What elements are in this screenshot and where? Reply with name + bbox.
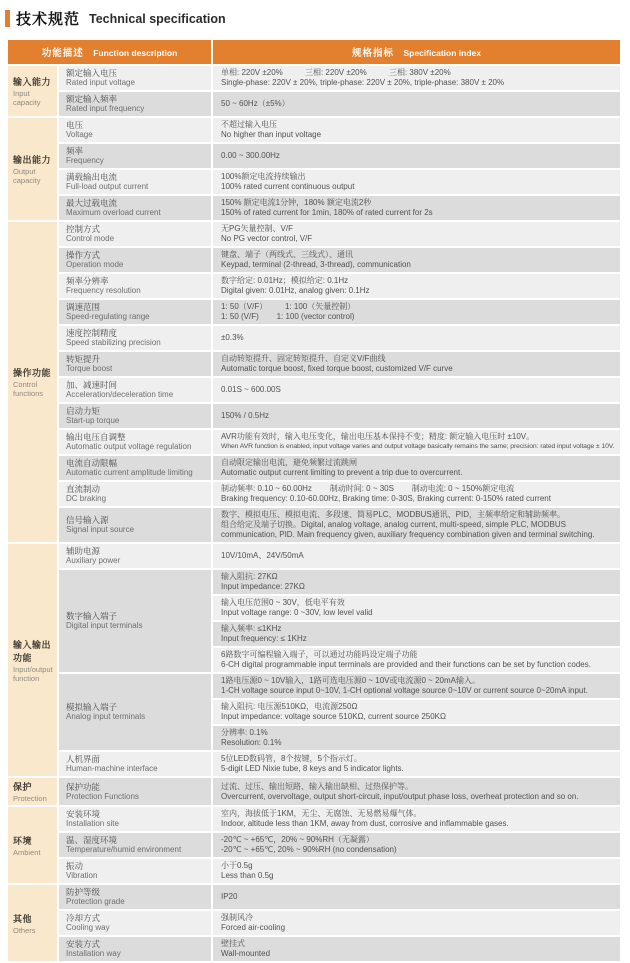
param-label-en: Operation mode <box>66 260 124 269</box>
category-label-zh: 输入能力 <box>13 77 52 87</box>
value-line: -20℃ ~ +65℃, 20% ~ 90%RH (no condensation) <box>221 845 397 854</box>
header-function-en: Function description <box>93 48 178 58</box>
category-label-zh: 环境 <box>13 835 33 846</box>
param-label-zh: 速度控制精度 <box>66 328 118 338</box>
param-label-zh: 最大过载电流 <box>66 198 118 208</box>
value-line: Automatic torque boost, fixed torque boost, customized V/F curve <box>221 364 453 373</box>
param-cell <box>59 674 211 750</box>
param-cell <box>59 752 211 776</box>
value-line: Input impedance: voltage source 510KΩ, current source 250KΩ <box>221 712 446 721</box>
param-label-zh: 保护功能 <box>66 781 101 792</box>
param-label-zh: 安装方式 <box>66 939 101 949</box>
table-row <box>8 274 620 298</box>
category-label-en: Protection <box>13 794 47 803</box>
value-cell <box>213 300 620 324</box>
value-cell <box>213 222 620 246</box>
category-label-en: Input/output function <box>13 664 53 683</box>
param-label-en: Protection Functions <box>66 791 139 801</box>
value-line: 数字、模拟电压、模拟电流、多段速、简易PLC、MODBUS通讯、PID，主频率给定和辅助频率。 <box>221 510 566 519</box>
param-label-en: Speed-regulating range <box>66 312 150 321</box>
value-line: 0.01S ~ 600.00S <box>221 385 281 394</box>
param-label-en: Human-machine interface <box>66 764 158 773</box>
category-cell-5 <box>8 807 57 883</box>
param-label-en: Auxiliary power <box>66 556 121 565</box>
value-line: 自动限定输出电流，避免频繁过流跳闸 <box>221 458 357 467</box>
param-cell <box>59 274 211 298</box>
param-cell <box>59 911 211 935</box>
category-label-en: Ambient <box>13 847 41 857</box>
value-line: 壁挂式 <box>221 939 245 948</box>
param-label-en: Voltage <box>66 130 93 139</box>
param-cell <box>59 378 211 402</box>
value-cell <box>213 352 620 376</box>
value-line: 输入阻抗: 27KΩ <box>221 572 278 581</box>
value-line: ±0.3% <box>221 333 244 342</box>
value-line: Resolution: 0.1% <box>221 738 282 747</box>
category-cell-4 <box>8 778 57 805</box>
title-accent-bar-icon <box>5 10 10 27</box>
value-line: 输入阻抗: 电压源510KΩ，电流源250Ω <box>221 702 358 711</box>
table-row <box>8 326 620 350</box>
param-cell <box>59 144 211 168</box>
page-title <box>5 8 630 29</box>
param-label-en: Analog input terminals <box>66 712 146 721</box>
value-line: 1路电压源0 ~ 10V输入，1路可选电压源0 ~ 10V或电流源0 ~ 20mA输入。 <box>221 676 480 685</box>
value-line: 数字给定: 0.01Hz；模拟给定: 0.1Hz <box>221 276 349 285</box>
value-line: 无PG矢量控制、V/F <box>221 224 294 233</box>
param-label-zh: 数字输入端子 <box>66 611 118 621</box>
param-label-en: Temperature/humid environment <box>66 845 182 854</box>
category-label-en: Output capacity <box>13 167 41 185</box>
value-line: 5位LED数码管，8个按键，5个指示灯。 <box>221 754 362 763</box>
value-cell <box>213 885 620 909</box>
header-specification-index <box>213 40 620 64</box>
value-line: 1: 50 (V/F) 1: 100 (vector control) <box>221 312 355 321</box>
param-label-zh: 人机界面 <box>66 754 101 764</box>
value-line: 室内，海拔低于1KM，无尘、无腐蚀、无易燃易爆气体。 <box>221 809 422 818</box>
value-cell <box>213 378 620 402</box>
value-line: 100% rated current continuous output <box>221 182 355 191</box>
param-cell <box>59 859 211 883</box>
value-cell <box>213 752 620 776</box>
param-label-en: Torque boost <box>66 364 113 373</box>
table-row <box>8 92 620 116</box>
param-cell <box>59 456 211 480</box>
value-line: 1-CH voltage source input 0~10V, 1-CH optional voltage source 0~10V or current source 0~20mA input. <box>221 686 588 695</box>
param-cell <box>59 482 211 506</box>
header-function-description <box>8 40 211 64</box>
param-label-en: DC braking <box>66 494 107 503</box>
value-cell <box>213 807 620 831</box>
value-line: 100%额定电流持续输出 <box>221 172 306 181</box>
table-row <box>8 752 620 776</box>
table-row <box>8 404 620 428</box>
value-line: No PG vector control, V/F <box>221 234 313 243</box>
table-row <box>8 885 620 909</box>
param-label-zh: 转矩提升 <box>66 354 101 364</box>
param-label-en: Digital input terminals <box>66 621 143 630</box>
table-row <box>8 430 620 454</box>
value-line: Less than 0.5g <box>221 871 274 880</box>
category-cell-1 <box>8 118 57 220</box>
value-line: IP20 <box>221 892 238 901</box>
param-label-zh: 信号输入源 <box>66 515 109 525</box>
value-cell <box>213 326 620 350</box>
param-label-en: Control mode <box>66 234 115 243</box>
table-row <box>8 911 620 935</box>
param-label-zh: 输出电压自调整 <box>66 432 126 442</box>
table-row <box>8 833 620 857</box>
value-line: No higher than input voltage <box>221 130 322 139</box>
param-label-zh: 电压 <box>66 120 84 130</box>
param-label-zh: 电流自动限幅 <box>66 458 118 468</box>
param-label-en: Acceleration/deceleration time <box>66 390 174 399</box>
value-line: 键盘、端子（两线式、三线式）、通讯 <box>221 250 353 259</box>
value-line: 150% 额定电流1分钟，180% 额定电流2秒 <box>221 198 372 207</box>
value-cell <box>213 570 620 594</box>
table-row <box>8 144 620 168</box>
param-cell <box>59 833 211 857</box>
value-cell <box>213 596 620 620</box>
spec-table <box>6 38 622 963</box>
header-spec-en: Specification index <box>403 48 481 58</box>
table-row <box>8 248 620 272</box>
param-label-zh: 模拟输入端子 <box>66 702 118 712</box>
param-label-zh: 安装环境 <box>66 809 101 819</box>
category-label-zh: 输出能力 <box>13 155 52 165</box>
value-line: AVR功能有效时，输入电压变化，输出电压基本保持不变；精度: 额定输入电压时 ±10V。 <box>221 432 535 441</box>
value-cell <box>213 482 620 506</box>
value-line: Input impedance: 27KΩ <box>221 582 305 591</box>
value-line: 5-digit LED Nixie tube, 8 keys and 5 indicator lights. <box>221 764 404 773</box>
value-cell <box>213 911 620 935</box>
page-title-zh: 技术规范 <box>16 11 81 28</box>
value-line: 组合给定及端子切换。Digital, analog voltage, analog current, multi-speed, simple PLC, MODBUS <box>221 520 567 529</box>
param-cell <box>59 937 211 961</box>
param-label-en: Cooling way <box>66 923 110 932</box>
value-cell <box>213 833 620 857</box>
param-label-zh: 调速范围 <box>66 302 101 312</box>
param-cell <box>59 222 211 246</box>
table-row <box>8 118 620 142</box>
value-cell <box>213 622 620 646</box>
value-cell <box>213 274 620 298</box>
param-cell <box>59 196 211 220</box>
value-line: 6-CH digital programmable input terminals are provided and their functions can be set by function codes. <box>221 660 591 669</box>
value-line: Forced air-cooling <box>221 923 286 932</box>
value-line: Overcurrent, overvoltage, output short-circuit, input/output phase loss, overheat protection and so on. <box>221 791 579 801</box>
value-line: Indoor, altitude less than 1KM, away from dust, corrosive and inflammable gases. <box>221 819 509 828</box>
category-cell-0 <box>8 66 57 116</box>
value-cell <box>213 66 620 90</box>
table-row <box>8 937 620 961</box>
param-cell <box>59 326 211 350</box>
param-label-zh: 控制方式 <box>66 224 101 234</box>
value-line: Input voltage range: 0 ~30V, low level valid <box>221 608 373 617</box>
param-label-zh: 额定输入电压 <box>66 68 118 78</box>
table-row <box>8 778 620 805</box>
param-label-zh: 直流制动 <box>66 484 101 494</box>
param-label-zh: 频率 <box>66 146 84 156</box>
value-cell <box>213 92 620 116</box>
param-cell <box>59 66 211 90</box>
category-label-zh: 其他 <box>13 913 33 924</box>
header-function-zh: 功能描述 <box>41 48 84 59</box>
table-row <box>8 66 620 90</box>
value-line: 50 ~ 60Hz（±5%） <box>221 99 290 108</box>
value-line: When AVR function is enabled, input voltage varies and output voltage basically remains the same; precision: rated input voltage ± 10V. <box>221 443 615 450</box>
value-line: 强制风冷 <box>221 913 253 922</box>
param-cell <box>59 430 211 454</box>
table-row <box>8 674 620 698</box>
param-label-en: Maximum overload current <box>66 208 161 217</box>
param-label-en: Automatic output voltage regulation <box>66 442 192 451</box>
value-line: 1: 50（V/F） 1: 100（矢量控制） <box>221 302 356 311</box>
table-row <box>8 807 620 831</box>
param-label-en: Installation way <box>66 949 121 958</box>
spec-table-body <box>8 66 620 961</box>
param-label-en: Installation site <box>66 819 119 828</box>
table-row <box>8 352 620 376</box>
page-title-en: Technical specification <box>89 11 226 26</box>
table-row <box>8 544 620 568</box>
param-label-en: Signal input source <box>66 525 135 534</box>
param-cell <box>59 544 211 568</box>
param-label-zh: 操作方式 <box>66 250 101 260</box>
value-cell <box>213 674 620 698</box>
value-line: 150% of rated current for 1min, 180% of rated current for 2s <box>221 208 433 217</box>
param-label-en: Vibration <box>66 871 98 880</box>
value-line: 过流、过压、输出短路、输入输出缺相、过热保护等。 <box>221 781 413 791</box>
table-row <box>8 300 620 324</box>
value-cell <box>213 859 620 883</box>
category-cell-6 <box>8 885 57 961</box>
table-row <box>8 508 620 542</box>
table-header-row <box>8 40 620 64</box>
value-line: 输入电压范围0 ~ 30V，低电平有效 <box>221 598 345 607</box>
param-label-en: Start-up torque <box>66 416 120 425</box>
value-line: Automatic output current limiting to prevent a trip due to overcurrent. <box>221 468 463 477</box>
param-label-zh: 加、减速时间 <box>66 380 118 390</box>
value-line: 输入频率: ≤1KHz <box>221 624 282 633</box>
value-line: Wall-mounted <box>221 949 271 958</box>
value-line: Keypad, terminal (2-thread, 3-thread), communication <box>221 260 411 269</box>
value-line: 制动频率: 0.10 ~ 60.00Hz 制动时间: 0 ~ 30S 制动电流: 0 ~ 150%额定电流 <box>221 484 515 493</box>
category-label-en: Control functions <box>13 380 44 398</box>
category-label-en: Others <box>13 925 36 935</box>
category-label-zh: 操作功能 <box>13 368 52 378</box>
param-cell <box>59 118 211 142</box>
table-row <box>8 570 620 594</box>
param-label-en: Rated input voltage <box>66 78 135 87</box>
param-cell <box>59 170 211 194</box>
value-cell <box>213 456 620 480</box>
table-row <box>8 482 620 506</box>
value-cell <box>213 430 620 454</box>
param-label-en: Frequency <box>66 156 104 165</box>
value-cell <box>213 196 620 220</box>
value-cell <box>213 118 620 142</box>
value-line: 10V/10mA、24V/50mA <box>221 551 304 560</box>
value-line: 不超过输入电压 <box>221 120 277 129</box>
value-line: 分辨率: 0.1% <box>221 728 268 737</box>
category-label-en: Input capacity <box>13 89 41 107</box>
param-cell <box>59 92 211 116</box>
param-cell <box>59 570 211 672</box>
value-cell <box>213 508 620 542</box>
param-cell <box>59 352 211 376</box>
value-line: 6路数字可编程输入端子，可以通过功能吗设定端子功能 <box>221 650 418 659</box>
value-line: -20℃ ~ +65℃，20% ~ 90%RH（无凝露） <box>221 835 374 844</box>
param-label-zh: 额定输入频率 <box>66 94 118 104</box>
param-label-en: Automatic current amplitude limiting <box>66 468 193 477</box>
param-cell <box>59 404 211 428</box>
param-cell <box>59 885 211 909</box>
param-label-zh: 辅助电源 <box>66 546 101 556</box>
category-label-zh: 输入输出功能 <box>13 639 52 663</box>
value-cell <box>213 937 620 961</box>
value-cell <box>213 248 620 272</box>
header-spec-zh: 规格指标 <box>352 48 395 59</box>
value-cell <box>213 170 620 194</box>
param-label-en: Protection grade <box>66 897 125 906</box>
value-line: 单相: 220V ±20% 三相: 220V ±20% 三相: 380V ±20% <box>221 68 451 77</box>
table-row <box>8 859 620 883</box>
param-label-zh: 温、湿度环境 <box>66 835 118 845</box>
category-label-zh: 保护 <box>13 782 33 792</box>
table-row <box>8 170 620 194</box>
value-line: 150% / 0.5Hz <box>221 411 270 420</box>
param-label-en: Rated input frequency <box>66 104 145 113</box>
param-label-zh: 满载输出电流 <box>66 172 118 182</box>
param-label-zh: 冷却方式 <box>66 913 101 923</box>
value-line: Digital given: 0.01Hz, analog given: 0.1Hz <box>221 286 370 295</box>
value-cell <box>213 648 620 672</box>
table-row <box>8 378 620 402</box>
value-cell <box>213 726 620 750</box>
table-row <box>8 222 620 246</box>
value-line: Single-phase: 220V ± 20%, triple-phase: 220V ± 20%, triple-phase: 380V ± 20% <box>221 78 505 87</box>
value-cell <box>213 404 620 428</box>
value-line: 自动转矩提升、固定转矩提升、自定义V/F曲线 <box>221 354 386 363</box>
value-line: Input frequency: ≤ 1KHz <box>221 634 307 643</box>
param-cell <box>59 508 211 542</box>
value-line: 0.00 ~ 300.00Hz <box>221 151 280 160</box>
value-line: communication, PID. Main frequency given, auxiliary frequency combination given and terminal switching. <box>221 530 595 539</box>
param-label-en: Frequency resolution <box>66 286 141 295</box>
table-row <box>8 196 620 220</box>
param-label-zh: 防护等级 <box>66 887 101 897</box>
table-row <box>8 456 620 480</box>
param-cell <box>59 778 211 805</box>
category-cell-2 <box>8 222 57 542</box>
value-line: 小于0.5g <box>221 861 253 870</box>
param-cell <box>59 807 211 831</box>
value-line: Braking frequency: 0.10-60.00Hz, Braking time: 0-30S, Braking current: 0-150% rated current <box>221 494 551 503</box>
param-label-zh: 启动力矩 <box>66 406 101 416</box>
param-label-zh: 频率分辨率 <box>66 276 109 286</box>
category-cell-3 <box>8 544 57 776</box>
param-cell <box>59 248 211 272</box>
value-cell <box>213 700 620 724</box>
value-cell <box>213 144 620 168</box>
param-cell <box>59 300 211 324</box>
param-label-en: Full-load output current <box>66 182 149 191</box>
value-cell <box>213 544 620 568</box>
param-label-zh: 振动 <box>66 861 84 871</box>
value-cell <box>213 778 620 805</box>
param-label-en: Speed stabilizing precision <box>66 338 161 347</box>
